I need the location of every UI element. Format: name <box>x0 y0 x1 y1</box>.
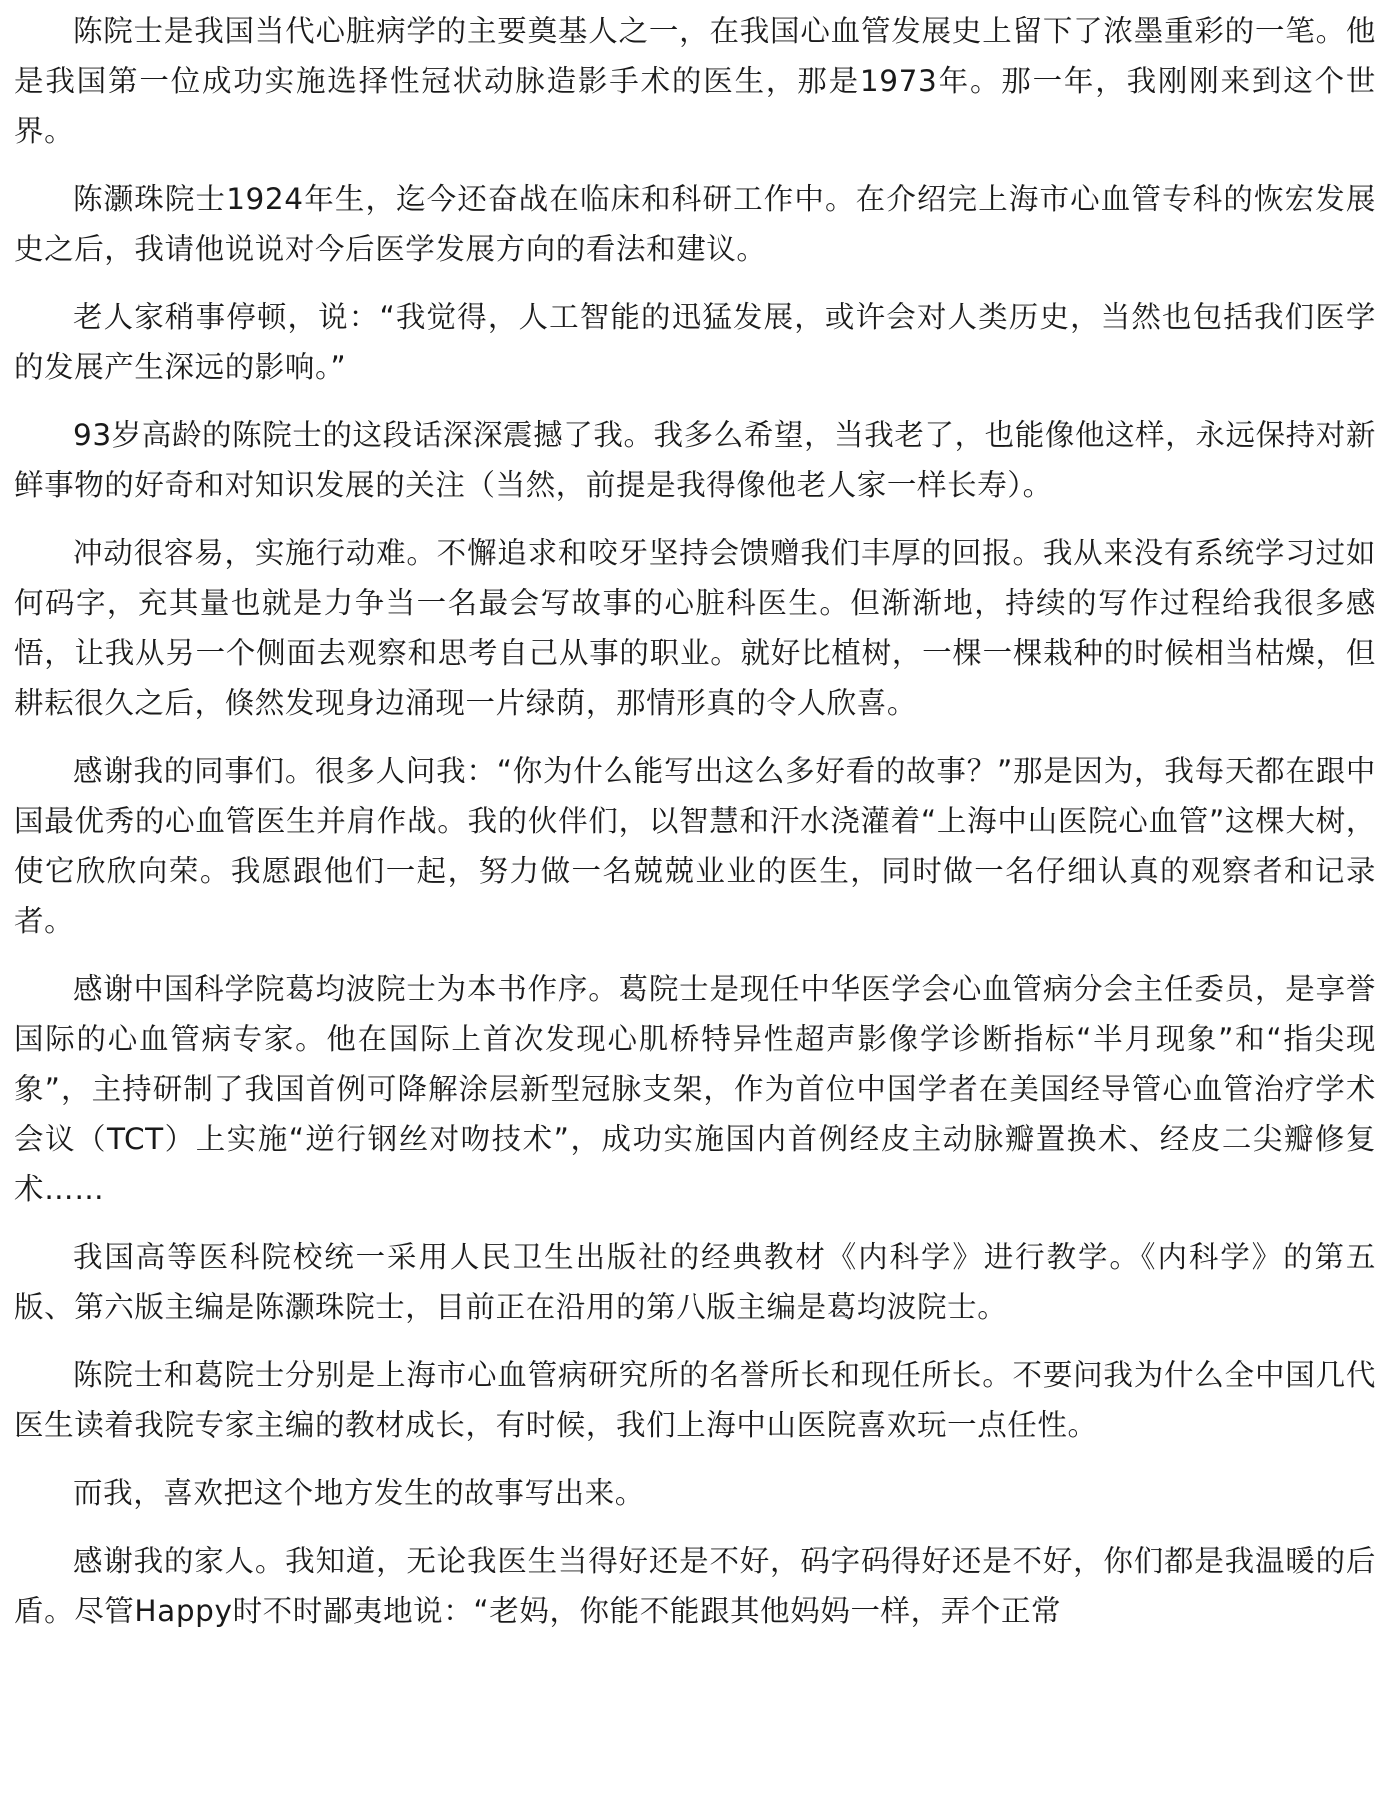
paragraph-4: 93岁高龄的陈院士的这段话深深震撼了我。我多么希望，当我老了，也能像他这样，永远保持对新鲜事物的好奇和对知识发展的关注（当然，前提是我得像他老人家一样长寿）。 <box>14 418 1376 502</box>
paragraph-10: 而我，喜欢把这个地方发生的故事写出来。 <box>73 1476 645 1510</box>
paragraph-7: 感谢中国科学院葛均波院士为本书作序。葛院士是现任中华医学会心血管病分会主任委员，是享誉国际的心血管病专家。他在国际上首次发现心肌桥特异性超声影像学诊断指标“半月现象”和“指尖现象”，主持研制了我国首例可降解涂层新型冠脉支架，作为首位中国学者在美国经导管心血管治疗学术会议（TCT）上实施“逆行钢丝对吻技术”，成功实施国内首例经皮主动脉瓣置换术、经皮二尖瓣修复术…… <box>14 972 1376 1206</box>
paragraph-6: 感谢我的同事们。很多人问我：“你为什么能写出这么多好看的故事？”那是因为，我每天都在跟中国最优秀的心血管医生并肩作战。我的伙伴们，以智慧和汗水浇灌着“上海中山医院心血管”这棵大树，使它欣欣向荣。我愿跟他们一起，努力做一名兢兢业业的医生，同时做一名仔细认真的观察者和记录者。 <box>14 754 1376 938</box>
paragraph-11: 感谢我的家人。我知道，无论我医生当得好还是不好，码字码得好还是不好，你们都是我温暖的后盾。尽管Happy时不时鄙夷地说：“老妈，你能不能跟其他妈妈一样，弄个正常 <box>14 1544 1376 1628</box>
paragraph-8: 我国高等医科院校统一采用人民卫生出版社的经典教材《内科学》进行教学。《内科学》的第五版、第六版主编是陈灏珠院士，目前正在沿用的第八版主编是葛均波院士。 <box>14 1240 1376 1324</box>
paragraph-2: 陈灏珠院士1924年生，迄今还奋战在临床和科研工作中。在介绍完上海市心血管专科的恢宏发展史之后，我请他说说对今后医学发展方向的看法和建议。 <box>14 182 1376 266</box>
paragraph-1: 陈院士是我国当代心脏病学的主要奠基人之一，在我国心血管发展史上留下了浓墨重彩的一笔。他是我国第一位成功实施选择性冠状动脉造影手术的医生，那是1973年。那一年，我刚刚来到这个世界。 <box>14 14 1376 148</box>
paragraph-9: 陈院士和葛院士分别是上海市心血管病研究所的名誉所长和现任所长。不要问我为什么全中国几代医生读着我院专家主编的教材成长，有时候，我们上海中山医院喜欢玩一点任性。 <box>14 1358 1376 1442</box>
document-page <box>14 6 1376 1796</box>
paragraph-3: 老人家稍事停顿，说：“我觉得，人工智能的迅猛发展，或许会对人类历史，当然也包括我们医学的发展产生深远的影响。” <box>14 300 1376 384</box>
paragraph-5: 冲动很容易，实施行动难。不懈追求和咬牙坚持会馈赠我们丰厚的回报。我从来没有系统学习过如何码字，充其量也就是力争当一名最会写故事的心脏科医生。但渐渐地，持续的写作过程给我很多感悟，让我从另一个侧面去观察和思考自己从事的职业。就好比植树，一棵一棵栽种的时候相当枯燥，但耕耘很久之后，倏然发现身边涌现一片绿荫，那情形真的令人欣喜。 <box>14 536 1376 720</box>
